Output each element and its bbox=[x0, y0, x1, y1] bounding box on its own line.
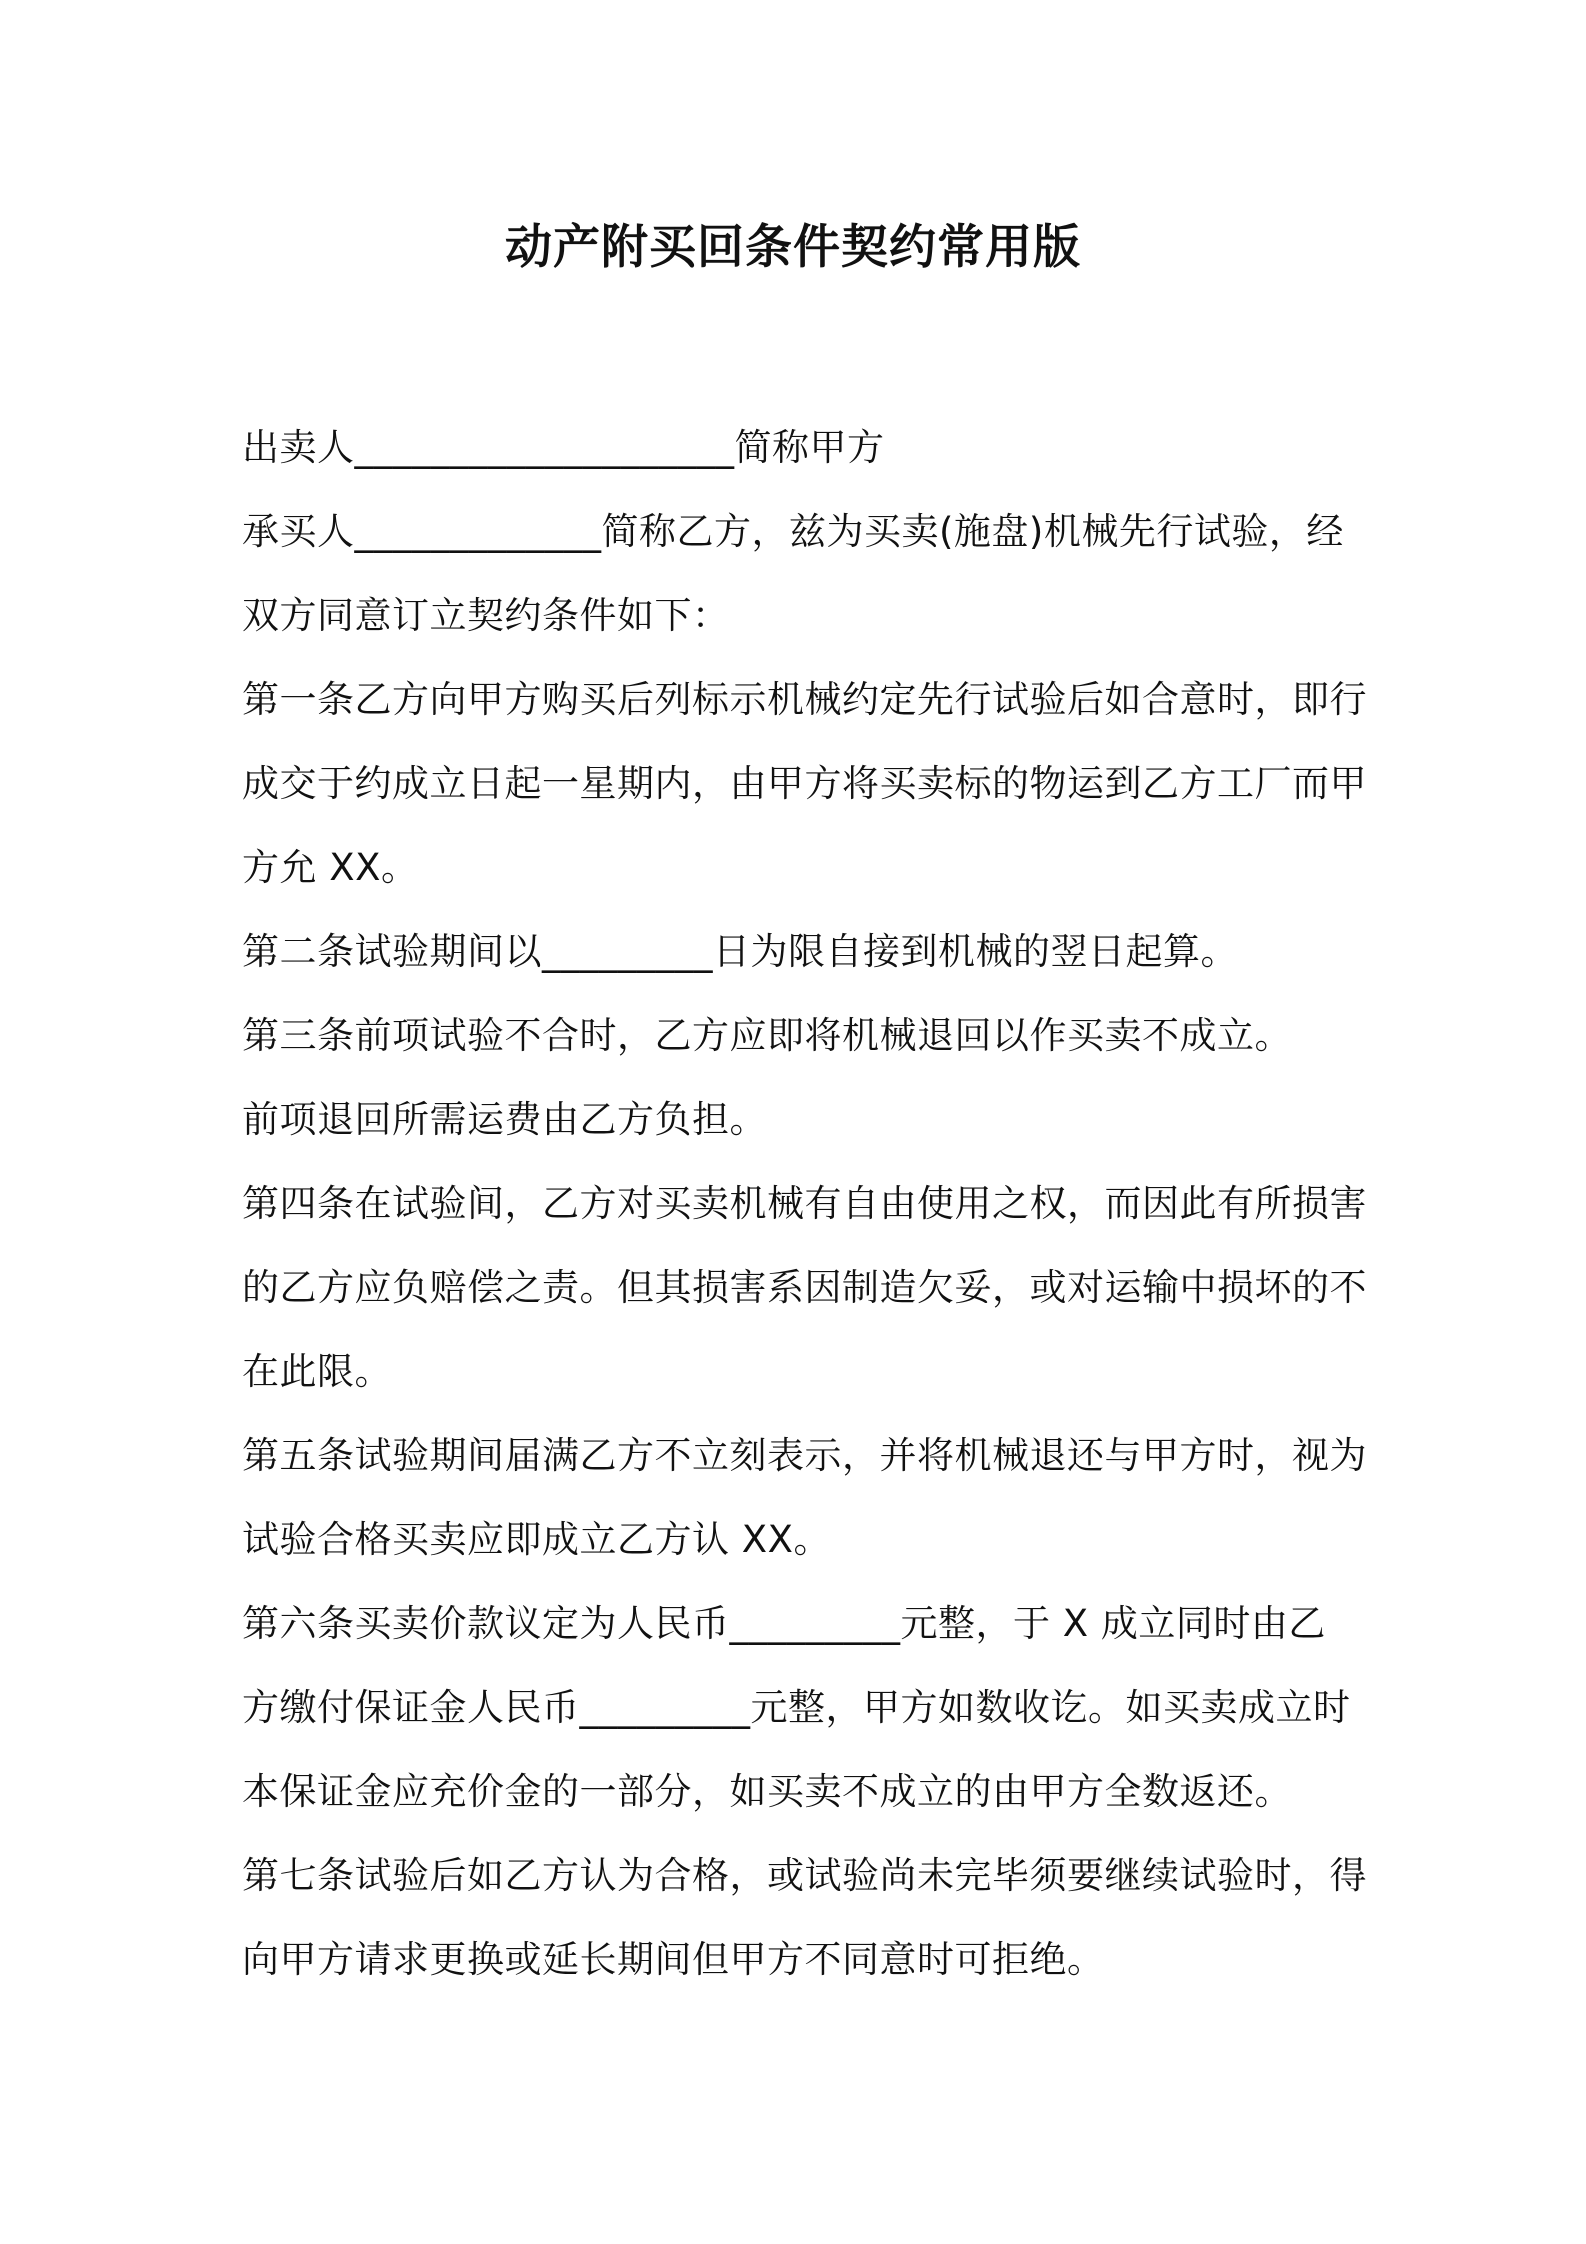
article-6-line-3: 本保证金应充价金的一部分，如买卖不成立的由甲方全数返还。 bbox=[242, 1770, 1292, 1813]
article-1-line-3: 方允 XX。 bbox=[242, 846, 419, 889]
article-1-line-2: 成交于约成立日起一星期内，由甲方将买卖标的物运到乙方工厂而甲 bbox=[242, 762, 1367, 805]
article-5-line-1: 第五条试验期间届满乙方不立刻表示，并将机械退还与甲方时，视为 bbox=[242, 1434, 1367, 1477]
article-3-line-2: 前项退回所需运费由乙方负担。 bbox=[242, 1098, 767, 1141]
article-4-line-1: 第四条在试验间，乙方对买卖机械有自由使用之权，而因此有所损害 bbox=[242, 1182, 1367, 1225]
contract-body bbox=[242, 406, 1367, 2002]
article-4-line-2: 的乙方应负赔偿之责。但其损害系因制造欠妥，或对运输中损坏的不 bbox=[242, 1266, 1367, 1309]
article-6-line-1: 第六条买卖价款议定为人民币_________元整，于 X 成立同时由乙 bbox=[242, 1602, 1326, 1645]
document-title: 动产附买回条件契约常用版 bbox=[505, 220, 1081, 275]
article-4-line-3: 在此限。 bbox=[242, 1350, 392, 1393]
article-7-line-2: 向甲方请求更换或延长期间但甲方不同意时可拒绝。 bbox=[242, 1938, 1105, 1981]
article-5-line-2: 试验合格买卖应即成立乙方认 XX。 bbox=[242, 1518, 831, 1561]
article-1-line-1: 第一条乙方向甲方购买后列标示机械约定先行试验后如合意时，即行 bbox=[242, 678, 1367, 721]
intro-line: 双方同意订立契约条件如下： bbox=[242, 594, 730, 637]
article-3-line-1: 第三条前项试验不合时，乙方应即将机械退回以作买卖不成立。 bbox=[242, 1014, 1292, 1057]
article-6-line-2: 方缴付保证金人民币_________元整，甲方如数收讫。如买卖成立时 bbox=[242, 1686, 1351, 1729]
seller-line: 出卖人____________________简称甲方 bbox=[242, 426, 885, 469]
article-7-line-1: 第七条试验后如乙方认为合格，或试验尚未完毕须要继续试验时，得 bbox=[242, 1854, 1367, 1897]
buyer-line: 承买人_____________简称乙方，兹为买卖(施盘)机械先行试验，经 bbox=[242, 510, 1344, 553]
article-2-line: 第二条试验期间以_________日为限自接到机械的翌日起算。 bbox=[242, 930, 1238, 973]
